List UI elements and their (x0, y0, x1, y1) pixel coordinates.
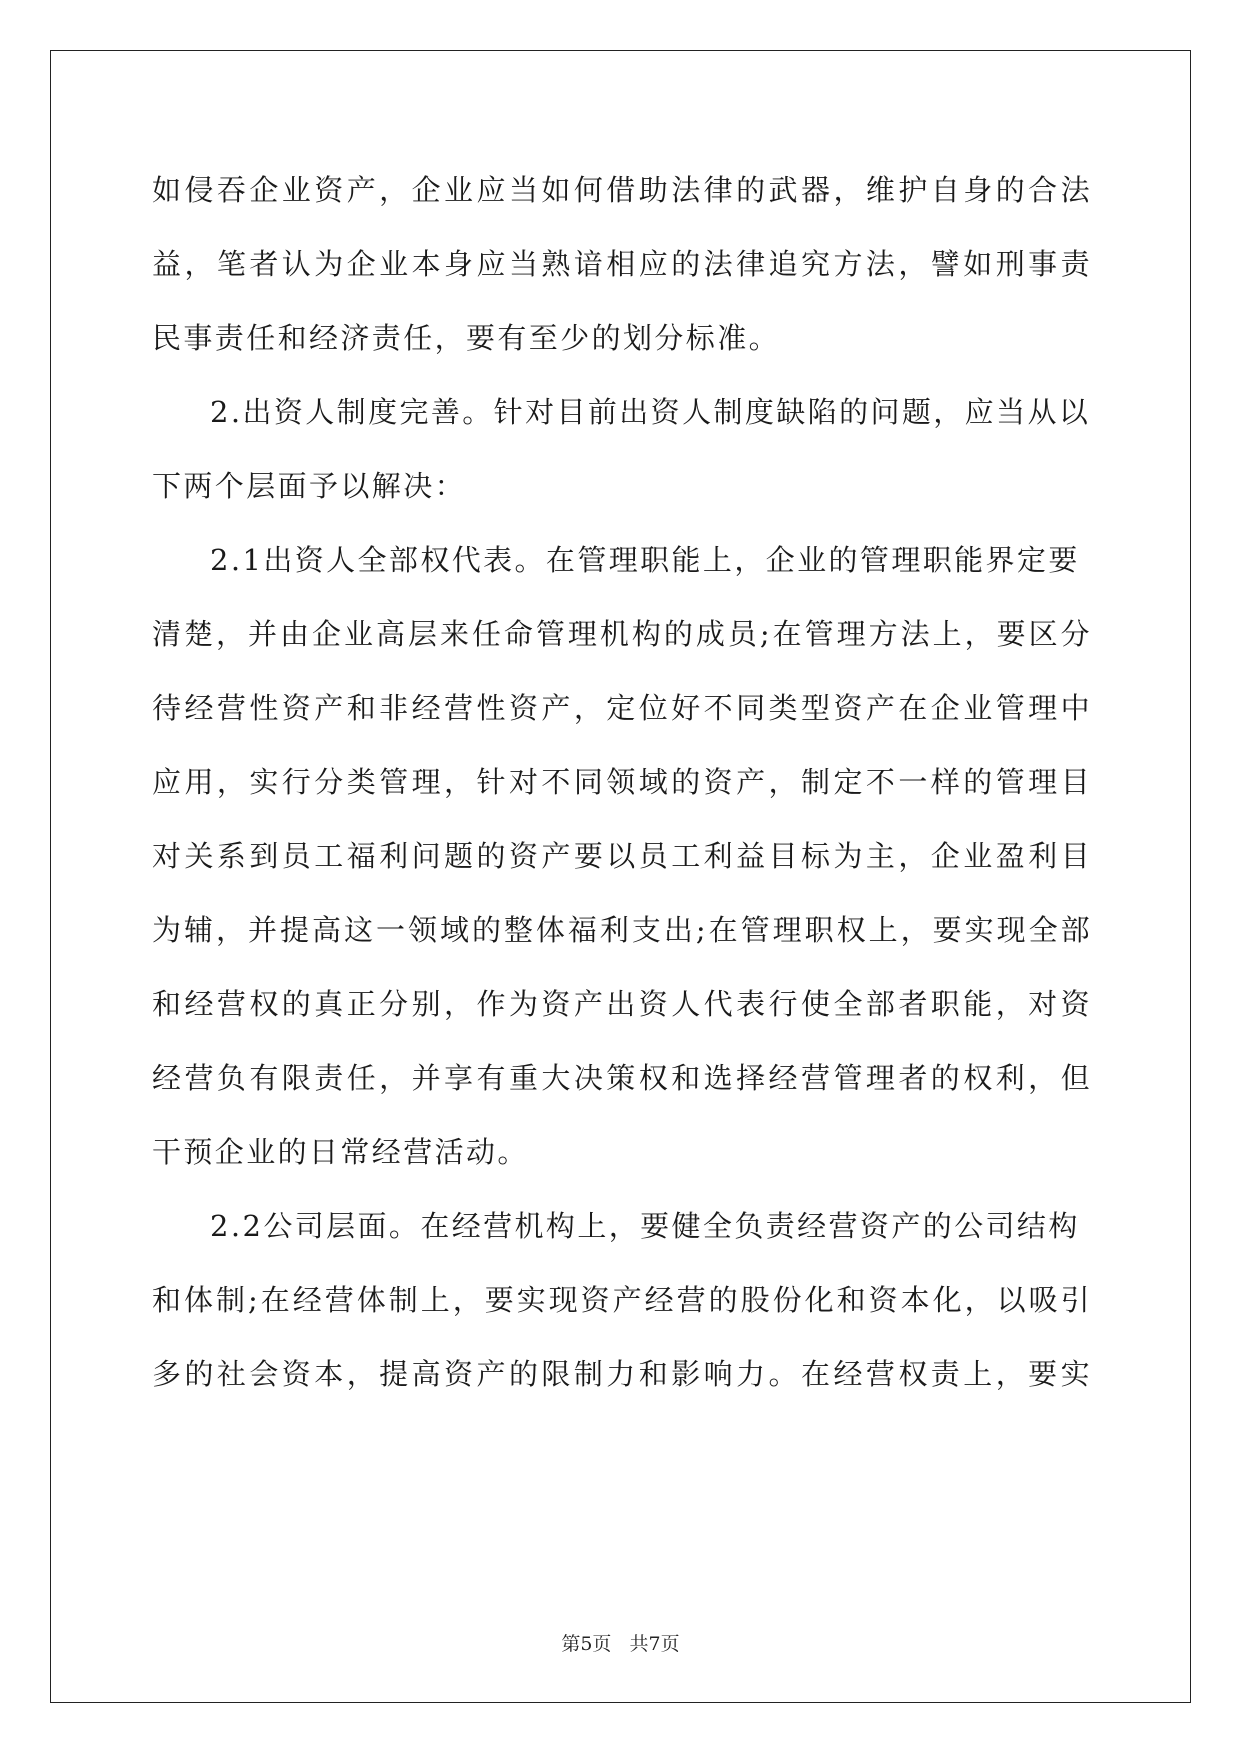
paragraph-start-line: 2.1出资人全部权代表。在管理职能上，企业的管理职能界定要 (210, 543, 1080, 577)
paragraph-start-line: 2.出资人制度完善。针对目前出资人制度缺陷的问题，应当从以 (210, 395, 1091, 429)
text-line: 对关系到员工福利问题的资产要以员工利益目标为主，企业盈利目 (152, 839, 1092, 873)
text-line: 为辅，并提高这一领域的整体福利支出;在管理职权上，要实现全部 (152, 913, 1092, 947)
text-line: 待经营性资产和非经营性资产，定位好不同类型资产在企业管理中 (152, 691, 1092, 725)
text-line: 民事责任和经济责任，要有至少的划分标准。 (152, 321, 781, 355)
paragraph-start-line: 2.2公司层面。在经营机构上，要健全负责经营资产的公司结构 (210, 1209, 1080, 1243)
text-line: 干预企业的日常经营活动。 (152, 1135, 529, 1169)
text-line: 清楚，并由企业高层来任命管理机构的成员;在管理方法上，要区分 (152, 617, 1092, 651)
page-number-footer: 第5页 共7页 (561, 1633, 680, 1655)
text-line: 益，笔者认为企业本身应当熟谙相应的法律追究方法，譬如刑事责 (152, 247, 1092, 281)
text-line: 下两个层面予以解决： (152, 469, 467, 503)
text-line: 和经营权的真正分别，作为资产出资人代表行使全部者职能，对资 (152, 987, 1092, 1021)
text-line: 经营负有限责任，并享有重大决策权和选择经营管理者的权利，但 (152, 1061, 1092, 1095)
text-line: 如侵吞企业资产，企业应当如何借助法律的武器，维护自身的合法 (152, 173, 1092, 207)
text-line: 应用，实行分类管理，针对不同领域的资产，制定不一样的管理目 (152, 765, 1092, 799)
text-line: 多的社会资本，提高资产的限制力和影响力。在经营权责上，要实 (152, 1357, 1092, 1391)
text-line: 和体制;在经营体制上，要实现资产经营的股份化和资本化，以吸引 (152, 1283, 1092, 1317)
